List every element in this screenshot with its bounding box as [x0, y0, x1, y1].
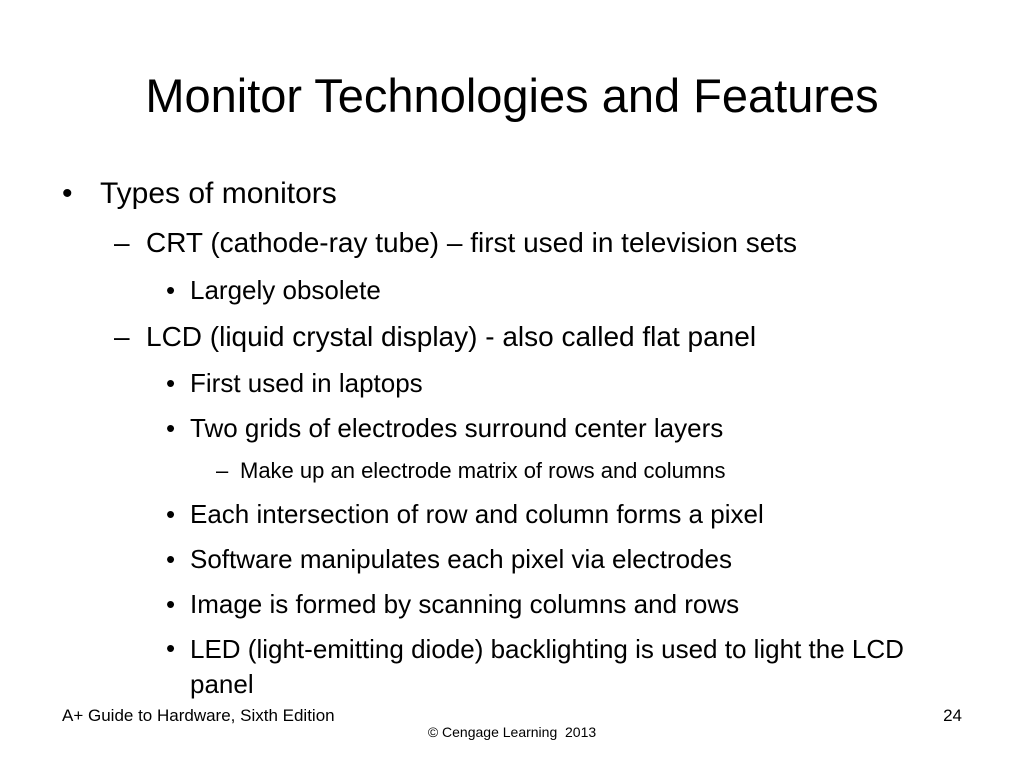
bullet-text: Make up an electrode matrix of rows and columns — [240, 458, 726, 483]
bullet-dot-icon: • — [166, 275, 176, 305]
bullet-text: Each intersection of row and column forms a pixel — [190, 499, 764, 529]
bullet-dash-icon: – — [114, 227, 130, 258]
bullet-text: Two grids of electrodes surround center layers — [190, 413, 724, 443]
bullet-dot-icon: • — [166, 589, 176, 619]
bullet-dot-icon: • — [166, 499, 176, 529]
bullet-text: Image is formed by scanning columns and rows — [190, 589, 740, 619]
bullet-dot-icon: • — [166, 544, 176, 574]
bullet-text: First used in laptops — [190, 368, 423, 398]
bullet-dash-icon: – — [114, 321, 130, 352]
bullet-dot-icon: • — [166, 633, 176, 663]
bullet-dot-icon: • — [166, 368, 176, 398]
footer-page-number: 24 — [943, 706, 962, 725]
bullet-text: Types of monitors — [100, 177, 337, 210]
slide-title: Monitor Technologies and Features — [145, 69, 879, 122]
bullet-dot-icon: • — [62, 177, 73, 210]
bullet-text: Largely obsolete — [190, 275, 381, 305]
bullet-text: Software manipulates each pixel via electrodes — [190, 544, 732, 574]
bullet-text: LCD (liquid crystal display) - also called flat panel — [146, 321, 757, 352]
bullet-dash-icon: – — [216, 458, 229, 483]
footer-copyright: © Cengage Learning 2013 — [427, 724, 597, 740]
bullet-dot-icon: • — [166, 413, 176, 443]
footer-book-title: A+ Guide to Hardware, Sixth Edition — [62, 706, 335, 725]
bullet-text: CRT (cathode-ray tube) – first used in television sets — [146, 227, 798, 258]
bullet-text: LED (light-emitting diode) backlighting is used to light the LCD panel — [190, 634, 904, 699]
